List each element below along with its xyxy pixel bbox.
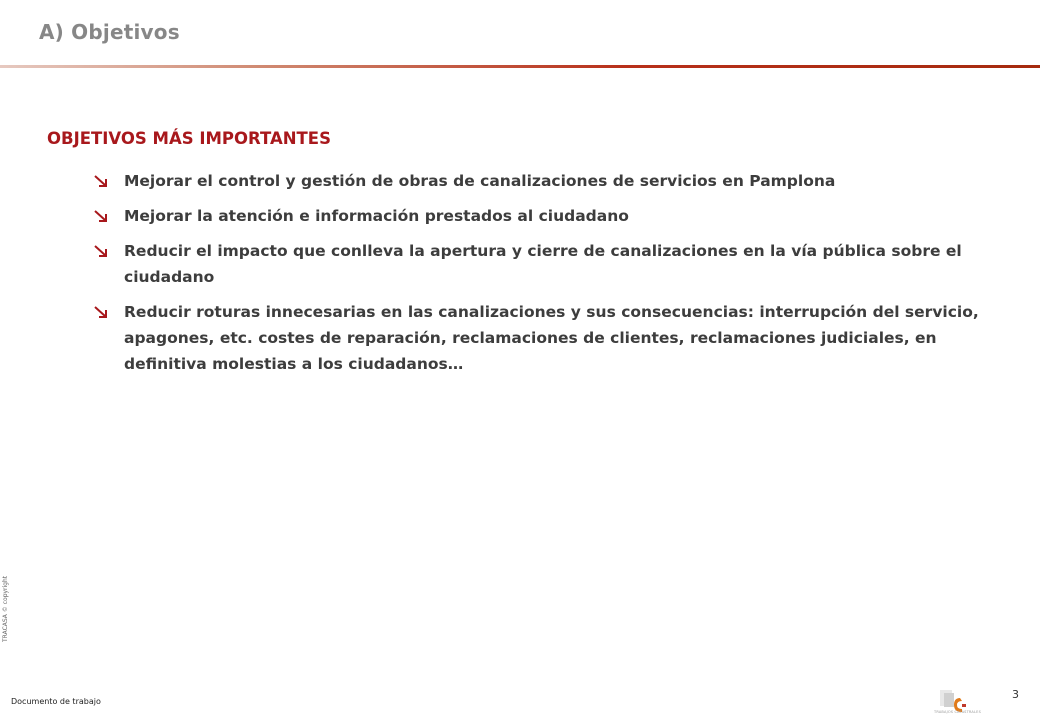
- document-label: Documento de trabajo: [11, 697, 101, 706]
- objective-text: Reducir roturas innecesarias en las canalizaciones y sus consecuencias: interrupción del servicio, apagones, etc. costes de reparación, reclamaciones de clientes, reclamaciones judiciales, en definitiva molestias a los ciudadanos…: [124, 303, 979, 373]
- arrow-down-right-icon: [94, 168, 114, 194]
- copyright-notice: TRACASA © copyright: [2, 575, 9, 642]
- objective-item: [94, 168, 984, 194]
- arrow-down-right-icon: [94, 299, 114, 325]
- objective-item: [94, 238, 984, 290]
- arrow-down-right-icon: [94, 203, 114, 229]
- arrow-down-right-icon: [94, 238, 114, 264]
- page-number: 3: [1012, 688, 1019, 701]
- objective-text: Mejorar el control y gestión de obras de canalizaciones de servicios en Pamplona: [124, 172, 836, 190]
- objective-item: [94, 203, 984, 229]
- objective-text: Mejorar la atención e información prestados al ciudadano: [124, 207, 629, 225]
- section-heading: OBJETIVOS MÁS IMPORTANTES: [47, 129, 331, 148]
- logo-caption: TRABAJOS CATASTRALES: [934, 710, 981, 714]
- objective-item: [94, 299, 984, 377]
- slide-title: A) Objetivos: [39, 20, 180, 44]
- objective-text: Reducir el impacto que conlleva la apertura y cierre de canalizaciones en la vía pública sobre el ciudadano: [124, 242, 962, 286]
- objectives-list: [94, 168, 984, 386]
- title-divider: [0, 65, 1040, 68]
